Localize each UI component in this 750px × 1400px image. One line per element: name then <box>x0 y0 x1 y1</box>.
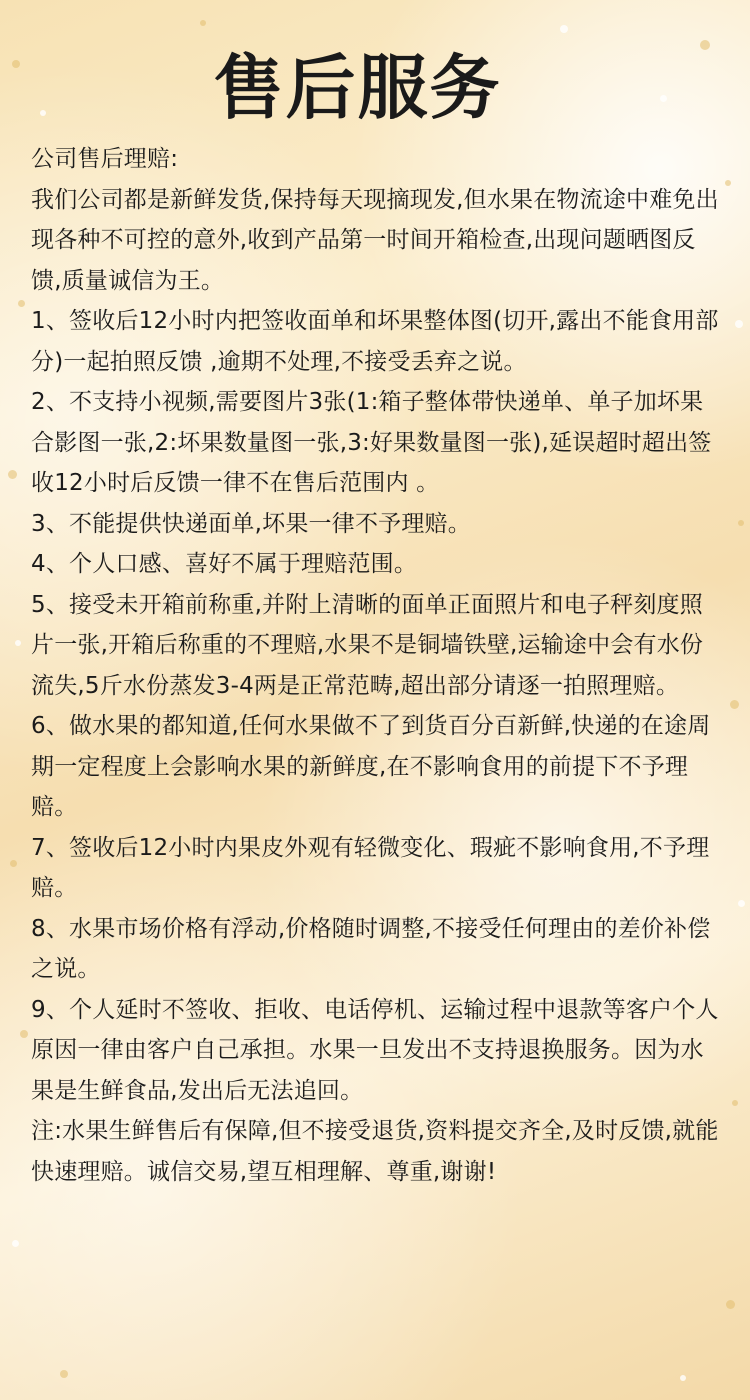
intro-heading: 公司售后理赔: <box>31 146 179 172</box>
rule-item: 9、个人延时不签收、拒收、电话停机、运输过程中退款等客户个人原因一律由客户自己承担。水果一旦发出不支持退换服务。因为水果是生鲜食品,发出后无法追回。 <box>31 996 719 1104</box>
rule-item: 2、不支持小视频,需要图片3张(1:箱子整体带快递单、单子加坏果合影图一张,2:坏果数量图一张,3:好果数量图一张),延误超时超出签收12小时后反馈一律不在售后范围内 。 <box>31 389 712 496</box>
rule-item: 3、不能提供快递面单,坏果一律不予理赔。 <box>31 510 471 537</box>
rule-item: 6、做水果的都知道,任何水果做不了到货百分百新鲜,快递的在途周期一定程度上会影响水果的新鲜度,在不影响食用的前提下不予理赔。 <box>31 713 711 820</box>
rule-item: 8、水果市场价格有浮动,价格随时调整,不接受任何理由的差价补偿之说。 <box>31 915 711 982</box>
rule-item: 5、接受未开箱前称重,并附上清晰的面单正面照片和电子秤刻度照片一张,开箱后称重的不理赔,水果不是铜墙铁壁,运输途中会有水份流失,5斤水份蒸发3-4两是正常范畴,超出部分请逐一拍照理赔。 <box>31 591 704 699</box>
rule-item: 4、个人口感、喜好不属于理赔范围。 <box>31 551 418 577</box>
rule-item: 7、签收后12小时内果皮外观有轻微变化、瑕疵不影响食用,不予理赔。 <box>31 834 710 901</box>
intro-paragraph: 我们公司都是新鲜发货,保持每天现摘现发,但水果在物流途中难免出现各种不可控的意外,收到产品第一时间开箱检查,出现问题晒图反馈,质量诚信为王。 <box>31 186 719 294</box>
rule-item: 1、签收后12小时内把签收面单和坏果整体图(切开,露出不能食用部分)一起拍照反馈 ,逾期不处理,不接受丢弃之说。 <box>31 308 719 375</box>
note-paragraph: 注:水果生鲜售后有保障,但不接受退货,资料提交齐全,及时反馈,就能快速理赔。诚信交易,望互相理解、尊重,谢谢! <box>31 1118 719 1185</box>
policy-content <box>31 139 726 1192</box>
page-title: 售后服务 <box>213 47 502 129</box>
